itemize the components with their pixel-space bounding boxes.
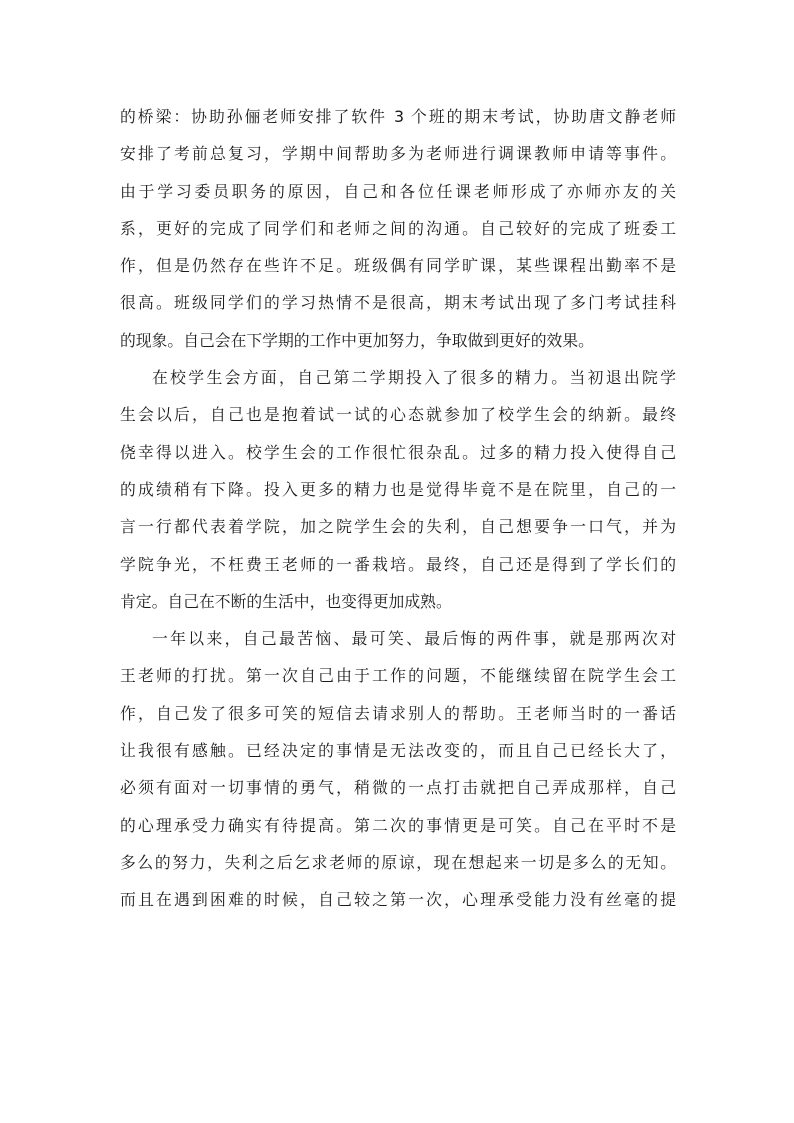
paragraph-2-line-7: 肯定。自己在不断的生活中，也变得更加成熟。 (120, 591, 452, 611)
paragraph-1-line-6: 很高。班级同学们的学习热情不是很高，期末考试出现了多门考试挂科 (120, 293, 676, 313)
paragraph-1-line-2: 安排了考前总复习，学期中间帮助多为老师进行调课教师申请等事件。 (120, 144, 676, 164)
paragraph-3-line-1: 一年以来，自己最苦恼、最可笑、最后悔的两件事，就是那两次对 (152, 629, 676, 649)
paragraph-2-line-4: 的成绩稍有下降。投入更多的精力也是觉得毕竟不是在院里，自己的一 (120, 479, 676, 499)
paragraph-1-line-5: 作，但是仍然存在些许不足。班级偶有同学旷课，某些课程出勤率不是 (120, 256, 676, 276)
paragraph-2-line-3: 侥幸得以进入。校学生会的工作很忙很杂乱。过多的精力投入使得自己 (120, 442, 676, 462)
paragraph-3-line-5: 必须有面对一切事情的勇气，稍微的一点打击就把自己弄成那样，自己 (120, 778, 676, 798)
paragraph-3-line-2: 王老师的打扰。第一次自己由于工作的问题，不能继续留在院学生会工 (120, 666, 676, 686)
paragraph-2-line-2: 生会以后，自己也是抱着试一试的心态就参加了校学生会的纳新。最终 (120, 405, 676, 425)
paragraph-1-line-3: 由于学习委员职务的原因，自己和各位任课老师形成了亦师亦友的关 (120, 181, 676, 201)
paragraph-3-line-7: 多么的努力，失利之后乞求老师的原谅，现在想起来一切是多么的无知。 (120, 852, 676, 872)
paragraph-2-line-6: 学院争光，不枉费王老师的一番栽培。最终，自己还是得到了学长们的 (120, 554, 676, 574)
paragraph-3-line-6: 的心理承受力确实有待提高。第二次的事情更是可笑。自己在平时不是 (120, 815, 676, 835)
paragraph-1-line-4: 系，更好的完成了同学们和老师之间的沟通。自己较好的完成了班委工 (120, 218, 676, 238)
paragraph-3-line-8: 而且在遇到困难的时候，自己较之第一次，心理承受能力没有丝毫的提 (120, 890, 676, 910)
paragraph-2-line-5: 言一行都代表着学院，加之院学生会的失利，自己想要争一口气，并为 (120, 517, 676, 537)
paragraph-1-line-7: 的现象。自己会在下学期的工作中更加努力，争取做到更好的效果。 (120, 330, 594, 350)
paragraph-2-line-1: 在校学生会方面，自己第二学期投入了很多的精力。当初退出院学 (152, 368, 676, 388)
paragraph-3-line-4: 让我很有感触。已经决定的事情是无法改变的，而且自己已经长大了， (120, 741, 676, 761)
paragraph-1-line-1: 的桥梁：协助孙俪老师安排了软件 3 个班的期末考试，协助唐文静老师 (120, 107, 676, 126)
document-body (120, 98, 676, 919)
paragraph-3-line-3: 作，自己发了很多可笑的短信去请求别人的帮助。王老师当时的一番话 (120, 703, 676, 723)
